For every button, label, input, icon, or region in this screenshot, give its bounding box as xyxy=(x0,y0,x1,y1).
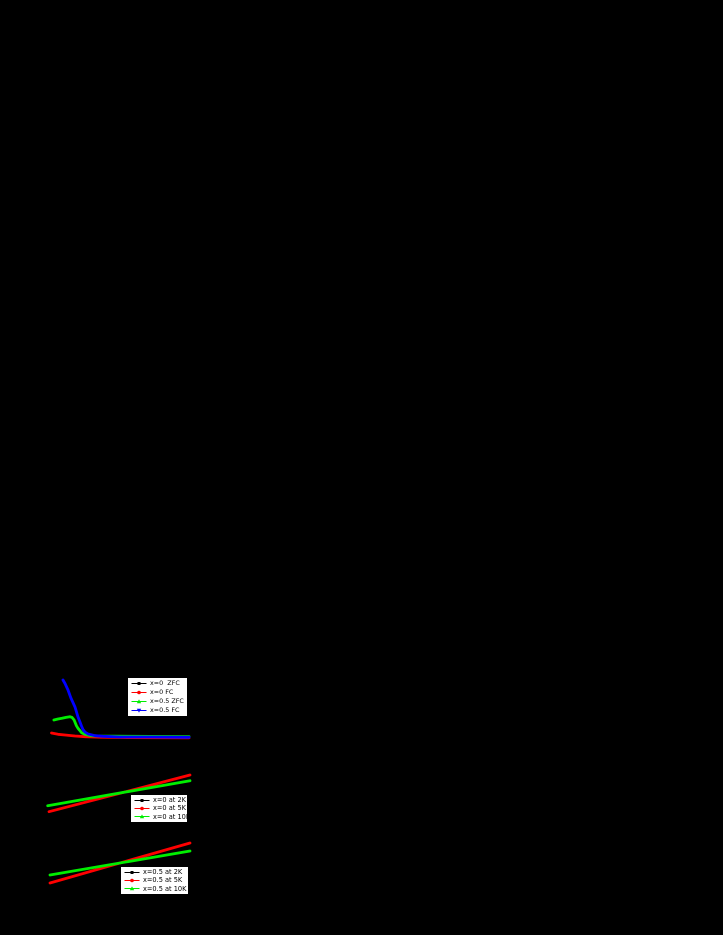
circle-marker-icon xyxy=(124,877,140,884)
square-marker-icon xyxy=(131,680,147,687)
legend-label: x=0.5 at 10K xyxy=(143,884,187,893)
square-marker-icon xyxy=(134,797,150,804)
legend-label: x=0.5 at 5K xyxy=(143,876,183,885)
triangle-up-marker-icon xyxy=(131,698,147,705)
legend-row xyxy=(134,797,186,804)
legend-zfc-fc xyxy=(127,677,188,717)
legend-row xyxy=(131,680,186,687)
legend-row xyxy=(134,812,191,821)
circle-marker-icon xyxy=(131,689,147,696)
legend-label: x=0 at 5K xyxy=(153,804,186,813)
circle-marker-icon xyxy=(134,805,150,812)
legend-row xyxy=(124,869,187,876)
legend-row xyxy=(131,707,186,714)
legend-row xyxy=(124,877,187,884)
legend-label: x=0.5 at 2K xyxy=(143,867,183,876)
legend-row xyxy=(131,698,186,705)
series-x-0.5-zfc xyxy=(54,717,189,737)
legend-row xyxy=(124,885,187,892)
legend-label: x=0 ZFC xyxy=(150,679,180,688)
legend-label: x=0.5 FC xyxy=(150,706,180,715)
legend-label: x=0 at 10K xyxy=(153,812,191,821)
triangle-up-marker-icon xyxy=(124,885,140,892)
square-marker-icon xyxy=(124,869,140,876)
legend-mh-x0 xyxy=(130,794,191,823)
legend-label: x=0.5 ZFC xyxy=(150,697,184,706)
triangle-down-marker-icon xyxy=(131,707,147,714)
legend-mh-x0p5 xyxy=(120,866,189,895)
triangle-up-marker-icon xyxy=(134,813,150,820)
legend-label: x=0 at 2K xyxy=(153,795,186,804)
legend-row xyxy=(134,805,186,812)
legend-label: x=0 FC xyxy=(150,688,174,697)
legend-row xyxy=(131,689,186,696)
